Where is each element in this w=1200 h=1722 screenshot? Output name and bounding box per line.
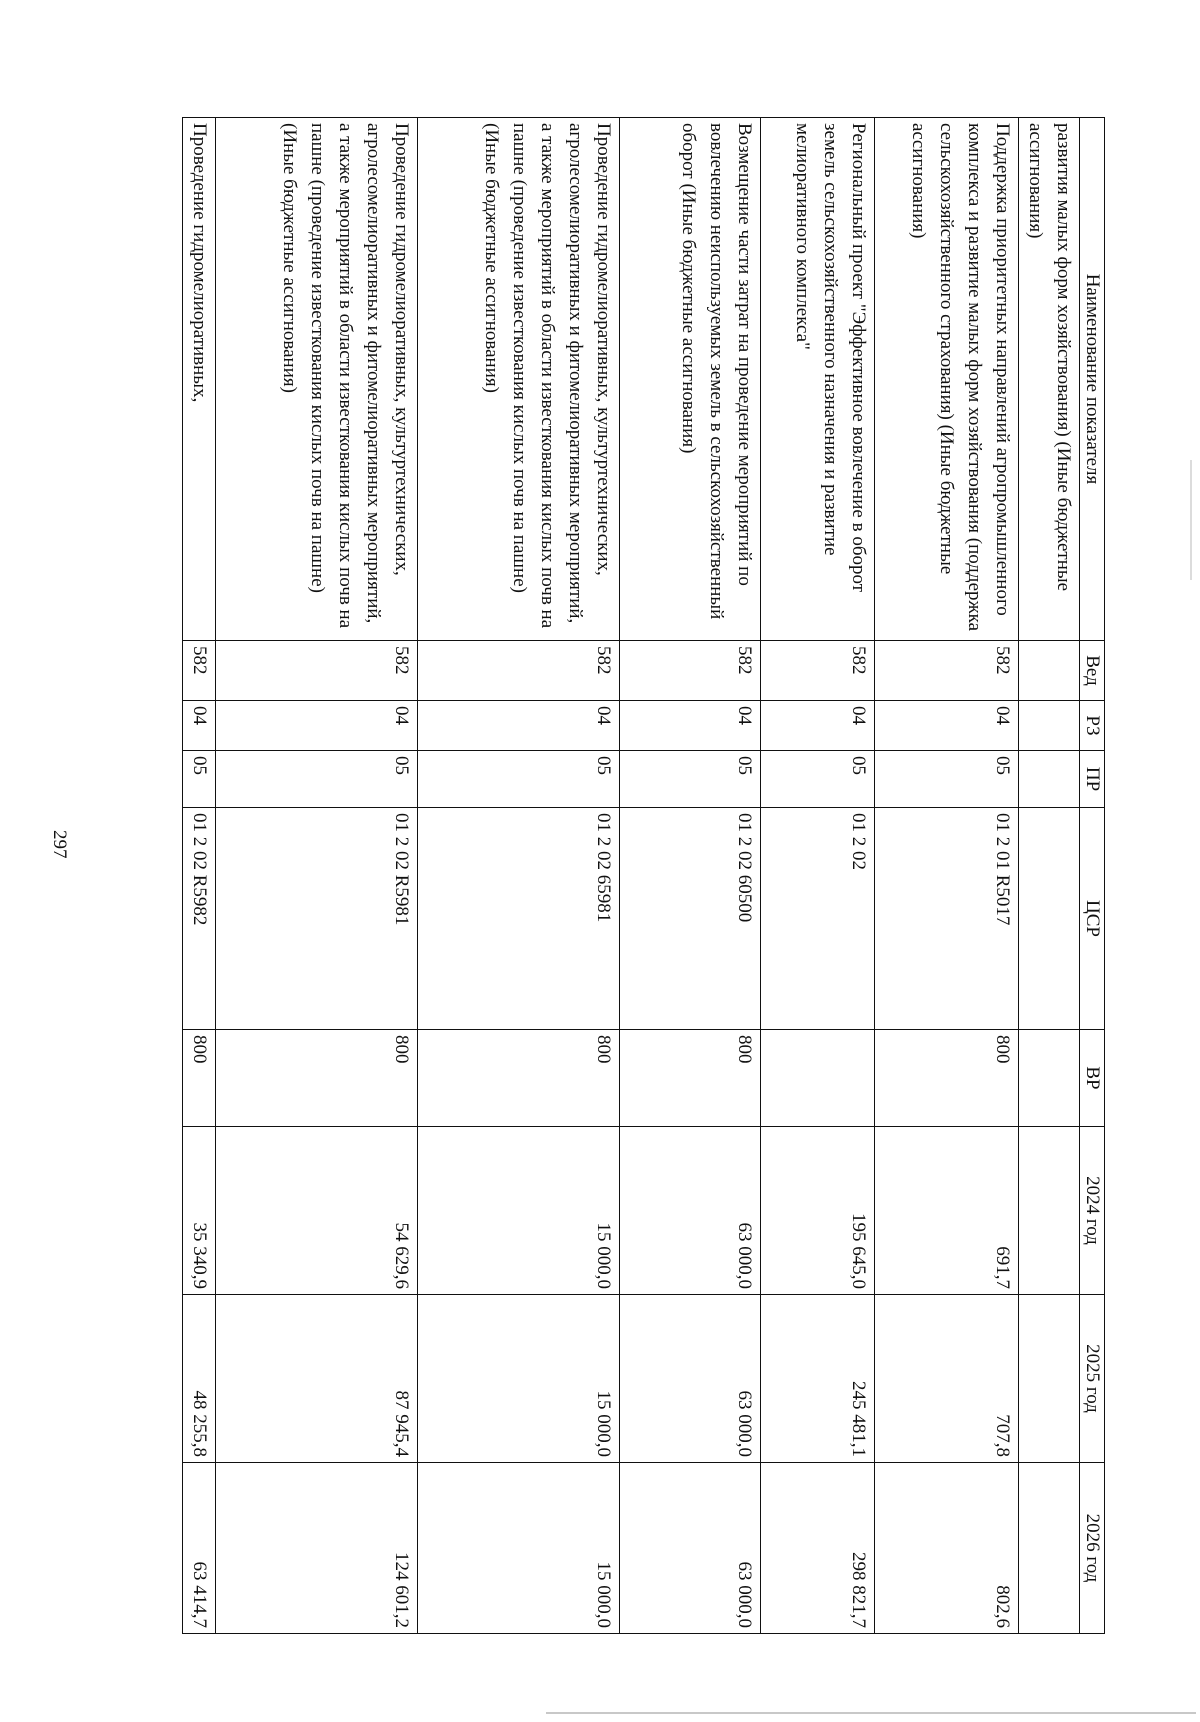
cell-ved: [1019, 641, 1080, 701]
cell-name: Поддержка приоритетных направлений агропромышленного комплекса и развитие малых форм хозяйствования (поддержка сельскохозяйственного страхования) (Иные бюджетные ассигнования): [875, 118, 1019, 641]
cell-vr: [761, 1030, 875, 1127]
cell-vr: 800: [216, 1030, 418, 1127]
cell-name: Региональный проект "Эффективное вовлечение в оборот земель сельскохозяйственного назначения и развитие мелиоративного комплекса": [761, 118, 875, 641]
table-row: [183, 118, 216, 1634]
header-2025: 2025 год: [1080, 1295, 1105, 1463]
cell-name: Проведение гидромелиоративных, культуртехнических, агролесомелиоративных и фитомелиоративных мероприятий, а также мероприятий в области известкования кислых почв на пашне (проведение известкования кислых почв на пашне) (Иные бюджетные ассигнования): [418, 118, 620, 641]
cell-rz: [1019, 701, 1080, 751]
cell-2025: 63 000,0: [620, 1295, 761, 1463]
cell-csr: [1019, 808, 1080, 1030]
cell-2026: 298 821,7: [761, 1463, 875, 1634]
cell-rz: 04: [418, 701, 620, 751]
cell-2026: 124 601,2: [216, 1463, 418, 1634]
cell-pr: [1019, 751, 1080, 808]
cell-name: Проведение гидромелиоративных, культуртехнических, агролесомелиоративных и фитомелиоративных мероприятий, а также мероприятий в области известкования кислых почв на пашне (проведение известкования кислых почв на пашне) (Иные бюджетные ассигнования): [216, 118, 418, 641]
cell-pr: 05: [183, 751, 216, 808]
cell-vr: [1019, 1030, 1080, 1127]
cell-csr: 01 2 02 R5981: [216, 808, 418, 1030]
table-row: [620, 118, 761, 1634]
cell-pr: 05: [761, 751, 875, 808]
cell-name: Возмещение части затрат на проведение мероприятий по вовлечению неиспользуемых земель в сельскохозяйственный оборот (Иные бюджетные ассигнования): [620, 118, 761, 641]
cell-2026: [1019, 1463, 1080, 1634]
cell-pr: 05: [418, 751, 620, 808]
header-2026: 2026 год: [1080, 1463, 1105, 1634]
table-row: [418, 118, 620, 1634]
table-row: [761, 118, 875, 1634]
cell-2025: 87 945,4: [216, 1295, 418, 1463]
table-row: [1019, 118, 1080, 1634]
cell-ved: 582: [216, 641, 418, 701]
cell-2024: 195 645,0: [761, 1127, 875, 1295]
header-name: Наименование показателя: [1080, 118, 1105, 641]
cell-csr: 01 2 02: [761, 808, 875, 1030]
cell-pr: 05: [875, 751, 1019, 808]
cell-rz: 04: [761, 701, 875, 751]
table-row: [875, 118, 1019, 1634]
cell-vr: 800: [183, 1030, 216, 1127]
table-header-row: [1080, 118, 1105, 1634]
scan-edge-mark: [546, 1712, 1196, 1714]
cell-rz: 04: [183, 701, 216, 751]
cell-csr: 01 2 02 65981: [418, 808, 620, 1030]
cell-vr: 800: [418, 1030, 620, 1127]
cell-2026: 63 414,7: [183, 1463, 216, 1634]
cell-ved: 582: [418, 641, 620, 701]
cell-2026: 802,6: [875, 1463, 1019, 1634]
cell-ved: 582: [620, 641, 761, 701]
cell-2025: 15 000,0: [418, 1295, 620, 1463]
cell-csr: 01 2 01 R5017: [875, 808, 1019, 1030]
cell-rz: 04: [216, 701, 418, 751]
scan-edge-mark: [1190, 460, 1192, 580]
header-2024: 2024 год: [1080, 1127, 1105, 1295]
cell-2026: 63 000,0: [620, 1463, 761, 1634]
header-rz: РЗ: [1080, 701, 1105, 751]
cell-ved: 582: [761, 641, 875, 701]
cell-name: развития малых форм хозяйствования) (Иные бюджетные ассигнования): [1019, 118, 1080, 641]
cell-pr: 05: [216, 751, 418, 808]
cell-2024: [1019, 1127, 1080, 1295]
cell-name: Проведение гидромелиоративных,: [183, 118, 216, 641]
cell-2024: 35 340,9: [183, 1127, 216, 1295]
cell-2024: 63 000,0: [620, 1127, 761, 1295]
cell-2025: 707,8: [875, 1295, 1019, 1463]
table-row: [216, 118, 418, 1634]
cell-2024: 15 000,0: [418, 1127, 620, 1295]
cell-csr: 01 2 02 R5982: [183, 808, 216, 1030]
header-pr: ПР: [1080, 751, 1105, 808]
cell-pr: 05: [620, 751, 761, 808]
page-number: 297: [49, 830, 70, 859]
cell-vr: 800: [620, 1030, 761, 1127]
cell-2024: 54 629,6: [216, 1127, 418, 1295]
cell-rz: 04: [620, 701, 761, 751]
cell-ved: 582: [183, 641, 216, 701]
cell-2024: 691,7: [875, 1127, 1019, 1295]
cell-2026: 15 000,0: [418, 1463, 620, 1634]
cell-2025: 48 255,8: [183, 1295, 216, 1463]
cell-vr: 800: [875, 1030, 1019, 1127]
budget-table: [182, 117, 1105, 1634]
cell-rz: 04: [875, 701, 1019, 751]
cell-csr: 01 2 02 60500: [620, 808, 761, 1030]
budget-table-container: [182, 117, 1105, 1633]
header-csr: ЦСР: [1080, 808, 1105, 1030]
header-ved: Вед: [1080, 641, 1105, 701]
cell-2025: 245 481,1: [761, 1295, 875, 1463]
cell-ved: 582: [875, 641, 1019, 701]
header-vr: ВР: [1080, 1030, 1105, 1127]
cell-2025: [1019, 1295, 1080, 1463]
